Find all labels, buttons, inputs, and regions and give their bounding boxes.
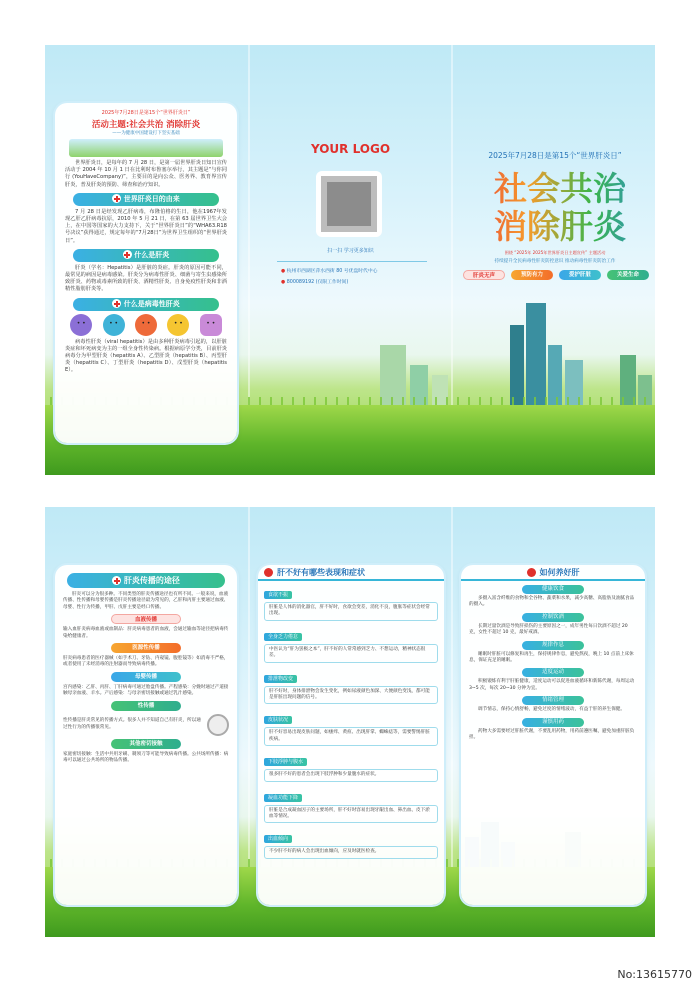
cover-date: 2025年7月28日是第15个“世界肝炎日” <box>488 151 622 160</box>
city-skyline <box>260 285 655 415</box>
subhead-blood: 血液传播 <box>111 614 181 624</box>
medical-cross-icon <box>264 568 273 577</box>
subhead-mother-infant: 母婴传播 <box>111 672 181 682</box>
sex-text: 性传播是肝炎常见的传播方式。很多人并不知道自己有肝炎，所以通过性行为的传播很常见。 <box>63 718 201 730</box>
symptom-item: 全身乏力倦怠 中医认为“肝为罢极之本”，肝不好的人常常感到乏力、不想运动，精神状态很差。 <box>264 623 438 663</box>
heading-origin: 世界肝炎日的由来 <box>73 193 219 206</box>
watermark-id: No:13615770 <box>617 968 692 981</box>
medical-cross-icon <box>527 568 536 577</box>
liver-care-card <box>461 565 645 905</box>
cover-sub2: 持续提升全民病毒性肝炎防控意识 推动病毒性肝炎防治工作 <box>494 259 616 264</box>
subhead-medical: 医源性传播 <box>111 643 181 653</box>
what-text: 肝炎（学名：Hepatitis）是肝脏的炎症。肝炎的原因可能不同，最常见的病因是病毒感染。肝炎分为病毒性肝炎、细菌与寄生虫感染所致肝炎、药物或毒素所致的肝炎、酒精性肝炎、自身免疫性肝炎和非酒精性脂肪肝炎等。 <box>65 264 227 293</box>
medical-cross-icon <box>112 194 121 203</box>
transmission-title: 肝炎传播的途径 <box>67 573 225 588</box>
mini-banner-image <box>69 139 223 157</box>
cover-sub1: 围绕 “2025年 2025年世界肝炎日主题宣传” 主题活动 <box>504 250 606 255</box>
care-item: 规律作息 睡眠时肝脏可以修复和再生，保持规律作息，避免熬夜，晚上 10 点前上床休息，保证充足的睡眠。 <box>469 641 634 664</box>
theme-subtitle: ——为健康中国建设打下坚实基础 <box>112 131 180 136</box>
subhead-other-contact: 其他密切接触 <box>111 739 181 749</box>
medical-cross-icon <box>112 576 121 585</box>
intro-text: 世界肝炎日，是每年的 7 月 28 日，是第一届世界肝炎日知日宣传活动于 2004 年 10 月 1 日在比利时布鲁塞尔举行，其主题是“与你同行 (YouHaveCompany)”，主要目的是向公众、医务界、教育界宣传肝炎，普及肝炎的预防、筛查和治疗知识。 <box>65 160 227 188</box>
medical-text: 肝炎病毒患者的医疗器械（如手术刀、牙钻、内窥镜、腹腔镜等）如消毒不严格，或者使用了未经消毒的注射器而导致病毒传播。 <box>63 656 229 668</box>
symptom-list <box>258 581 444 859</box>
care-list <box>461 585 645 741</box>
subhead-sexual: 性传播 <box>111 701 181 711</box>
tag-3: 爱护肝脏 <box>559 270 601 280</box>
medical-cross-icon <box>112 299 121 308</box>
symptom-item: 排泄物改变 肝不好时，身体排泄物会发生变化，例如尿液颜色加深、大便颜色变浅，都可能是肝脏出现问题的信号。 <box>264 665 438 705</box>
phone-icon: ● <box>281 280 286 285</box>
tag-4: 关爱生命 <box>607 270 649 280</box>
logo-text: YOUR LOGO <box>310 142 391 156</box>
liver-care-title: 如何养好肝 <box>461 565 645 581</box>
care-item: 情绪管理 调节情志，保持心情舒畅，避免过度的情绪波动，有益于肝的养生保健。 <box>478 697 626 713</box>
care-item: 谨慎用药 药物大多需要经过肝脏代谢，不要乱用药物，用药前遵医嘱，避免加重肝脏负担。 <box>469 718 635 741</box>
other-text: 家庭密切接触：生活中共用牙刷、剃须刀等可能导致病毒传播。公共场所传播：病毒可以通过公共场所的物品传播。 <box>63 751 229 764</box>
care-item: 适度运动 积极锻炼有利于肝脏健康，适度运动可以促进血液循环和新陈代谢，每周运动 3~5 次，每次 20~30 分钟为宜。 <box>469 669 635 691</box>
qr-code[interactable] <box>316 171 382 237</box>
symptoms-card <box>258 565 444 905</box>
divider <box>277 261 427 262</box>
viral-text: 病毒性肝炎（viral hepatitis）是由多种肝炎病毒引起的，以肝脏炎症和坏死病变为主的一组全身性传染病。根据病原学分类，目前肝炎病毒分为甲型肝炎（hepatitis A）、乙型肝炎（hepatitis B）、丙型肝炎（hepatitis C）、丁型肝炎（hepatitis D）、戊型肝炎（hepatitis E）。 <box>65 338 227 374</box>
heading-viral-hepatitis: 什么是病毒性肝炎 <box>73 298 219 311</box>
origin-text: 7 月 28 日是经发现乙肝病毒，布隆伯格的生日，他在1967年发现乙肝乙肝病毒抗原，2010 年 5 月 21 日，在第 63 届世界卫生大会上，在中国等国家的大力支持下，关于“世界肝炎日”的“WHA63.R18 号决议”获得通过，规定每年的“7月28日”为世界卫生组织的“世界肝炎日”。 <box>65 208 227 244</box>
transmission-card <box>55 565 237 905</box>
brochure-inside <box>45 507 655 937</box>
tag-2: 预防有力 <box>511 270 553 280</box>
transmission-intro: 肝炎可以分为很多种。不同类型的肝炎传播途径也有所不同。一般来说，血液传播、性传播和母婴传播是肝炎传播途径最为常见的，乙肝和丙肝主要通过血液、母婴、性行为传播，甲肝、戊肝主要是经口传播。 <box>63 592 229 610</box>
theme-title: 活动主题:社会共治 消除肝炎 <box>91 120 201 130</box>
symptom-item: 下肢浮肿与腹水 很多肝不好的患者会出现下肢浮肿和少量腹水的症状。 <box>264 748 438 781</box>
symptoms-title: 肝不好有哪些表现和症状 <box>258 565 444 581</box>
phone-line: ● 800089192 (仅限工作时间) <box>281 280 349 285</box>
mother-text: 宫内感染：乙肝、丙肝、丁肝病毒可通过胎盘传播。产程感染：分娩时通过产道接触母亲血液、羊水。产后感染：与母亲密切接触或通过乳汁感染。 <box>63 684 229 697</box>
heading-what-is-hepatitis: 什么是肝炎 <box>73 249 219 262</box>
virus-icon <box>70 314 92 336</box>
virus-icon <box>167 314 189 336</box>
care-item: 健康饮食 多摄入富含纤维的食物和全谷物、蔬菜和水果，减少高糖、高脂肪及油腻食品的摄入。 <box>469 586 635 608</box>
virus-icon <box>200 314 222 336</box>
virus-icon <box>135 314 157 336</box>
virus-icon <box>103 314 125 336</box>
couple-icon <box>207 714 229 736</box>
address-line: ● 杭州市西湖区萍水西街 80 号优盘时代中心 <box>281 269 378 274</box>
qr-label: 扫一扫 学习更多知识 <box>327 248 374 254</box>
symptom-item: 食欲不振 肝脏是人体的消化器官，肝不好时，食欲会变差，消化不良，腹胀等症状会经常出现。 <box>264 581 438 621</box>
symptom-item: 皮肤状况 肝不好容易出现皮肤问题，如瘙痒、黄疸、出现肝掌、蜘蛛痣等，需要警惕肝脏疾病。 <box>264 706 438 746</box>
logo-block <box>268 142 433 156</box>
tag-1: 肝炎无声 <box>463 270 505 280</box>
cover-title: 社会共治 消除肝炎 <box>465 170 655 246</box>
care-item: 控制饮酒 长期过量饮酒是导致肝损伤的主要原因之一，成年男性每日饮酒不超过 20 克，女性不超过 10 克，最好戒酒。 <box>469 613 628 636</box>
intro-card <box>55 103 237 443</box>
brochure-outside <box>45 45 655 475</box>
blood-text: 输入血肝炎病毒血液或血制品：肝炎病毒患者的血液，会通过输血等途径把病毒传染给健康者。 <box>63 627 229 639</box>
symptom-item: 出血倾向 不少肝不好的病人会出现出血倾向，应及时就医检查。 <box>264 825 438 858</box>
medical-cross-icon <box>123 250 132 259</box>
cover-tags <box>463 270 649 280</box>
virus-illustrations <box>65 314 227 336</box>
symptom-item: 凝血功能下降 肝脏是合成凝血因子的主要场所，肝不好时容易出现牙龈出血、鼻出血、皮下淤血等情况。 <box>264 784 438 824</box>
date-note: 2025年7月28日是第15个“世界肝炎日” <box>101 110 191 116</box>
location-icon: ● <box>281 269 286 274</box>
